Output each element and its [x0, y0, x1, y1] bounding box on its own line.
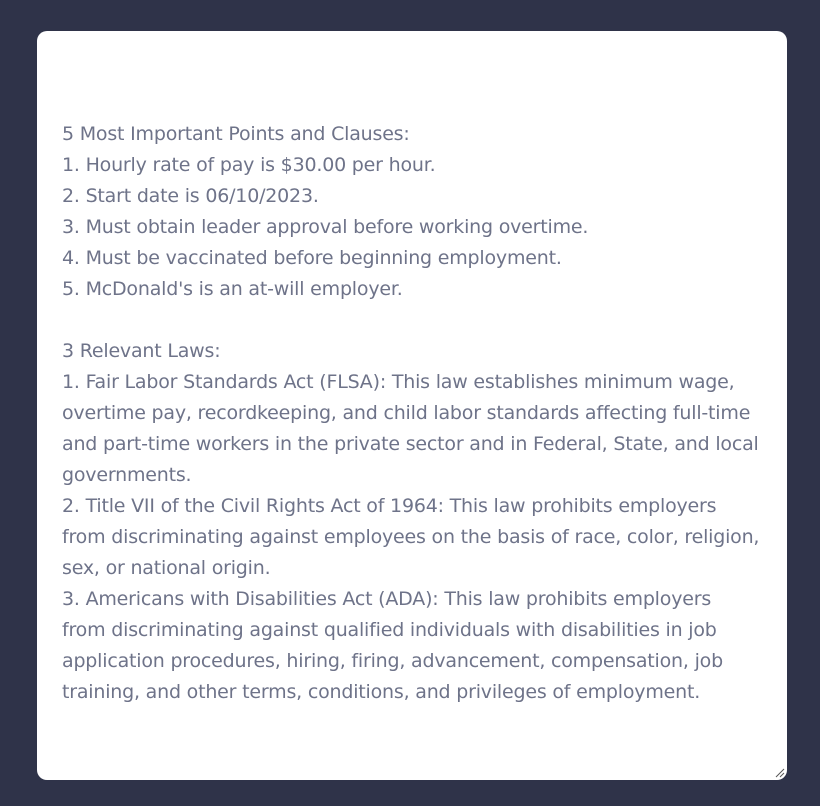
blank-line: [62, 305, 767, 336]
law-line: 1. Fair Labor Standards Act (FLSA): This law establishes minimum wage,: [62, 371, 735, 393]
resize-handle-icon[interactable]: [775, 768, 785, 778]
point-line: 4. Must be vaccinated before beginning employment.: [62, 247, 562, 269]
text-area[interactable]: [37, 31, 787, 780]
law-line: application procedures, hiring, firing, advancement, compensation, job: [62, 650, 723, 672]
law-line: governments.: [62, 464, 192, 486]
law-line: and part-time workers in the private sector and in Federal, State, and local: [62, 433, 759, 455]
law-line: sex, or national origin.: [62, 557, 271, 579]
law-line: training, and other terms, conditions, and privileges of employment.: [62, 681, 701, 703]
section-title-laws: 3 Relevant Laws:: [62, 340, 221, 362]
law-line: 3. Americans with Disabilities Act (ADA): This law prohibits employers: [62, 588, 712, 610]
point-line: 2. Start date is 06/10/2023.: [62, 185, 319, 207]
law-line: overtime pay, recordkeeping, and child labor standards affecting full-time: [62, 402, 751, 424]
law-line: 2. Title VII of the Civil Rights Act of 1964: This law prohibits employers: [62, 495, 717, 517]
law-line: from discriminating against qualified individuals with disabilities in job: [62, 619, 717, 641]
point-line: 5. McDonald's is an at-will employer.: [62, 278, 403, 300]
law-line: from discriminating against employees on the basis of race, color, religion,: [62, 526, 760, 548]
point-line: 1. Hourly rate of pay is $30.00 per hour.: [62, 154, 436, 176]
point-line: 3. Must obtain leader approval before working overtime.: [62, 216, 589, 238]
text-area-content[interactable]: [62, 119, 767, 708]
section-title-points: 5 Most Important Points and Clauses:: [62, 123, 410, 145]
